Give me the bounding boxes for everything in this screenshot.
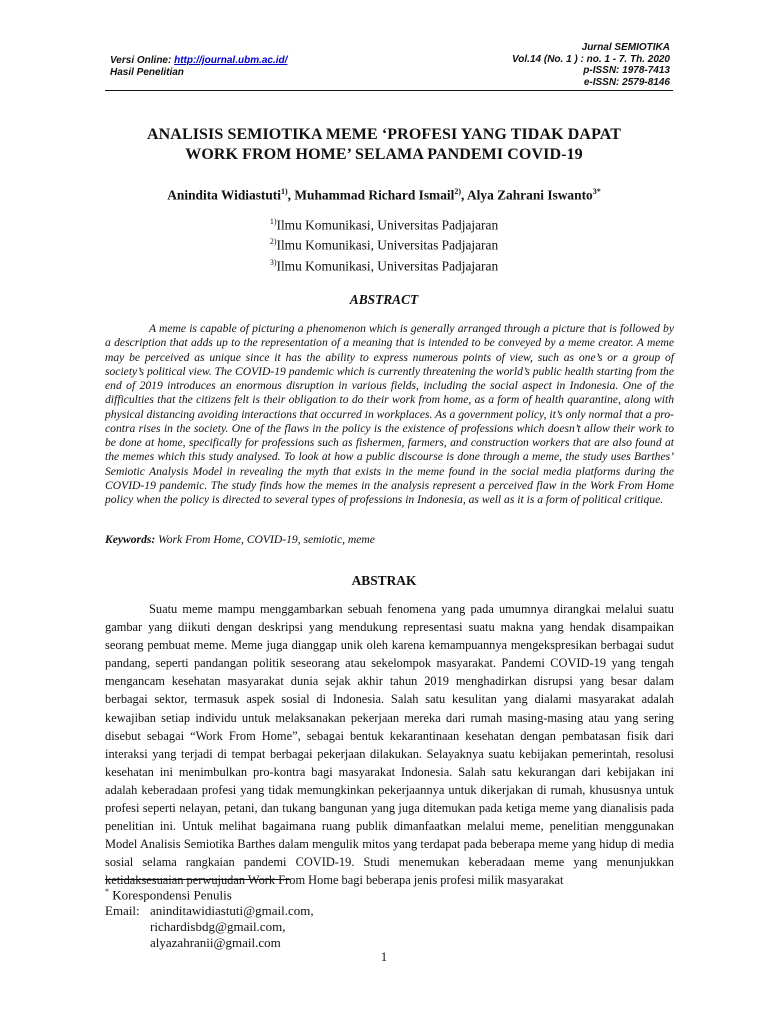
online-version — [110, 55, 287, 67]
affiliation — [90, 213, 678, 233]
header-right — [512, 42, 670, 88]
header-divider — [105, 90, 673, 91]
keywords-text: Work From Home, COVID-19, semiotic, meme — [155, 533, 375, 546]
section-label: Hasil Penelitian — [110, 67, 184, 78]
title-line-1: ANALISIS SEMIOTIKA MEME ‘PROFESI YANG TIDAK DAPAT — [146, 126, 621, 143]
correspondence-text: Korespondensi Penulis — [109, 887, 232, 903]
abstract-heading: ABSTRACT — [349, 292, 419, 307]
online-label: Versi Online: — [110, 55, 175, 66]
email-address: aninditawidiastuti@gmail.com, — [150, 903, 314, 919]
affiliation-text: Ilmu Komunikasi, Universitas Padjajaran — [276, 217, 499, 233]
correspondence-label — [105, 884, 314, 903]
keywords-label: Keywords: — [105, 533, 156, 546]
abstrak-text: Suatu meme mampu menggambarkan sebuah fenomena yang pada umumnya dirangkai melalui suatu gambar yang diikuti dengan deskripsi yang mendukung representasi suatu makna yang hendak disampaikan seorang pembuat meme. Meme juga dianggap unik oleh karena kemampuannya mengekspresikan berbagai sudut pandang, seperti pandangan politik seseorang atau sekelompok masyarakat. Pandemi COVID-19 yang tengah mengancam kesehatan masyarakat dunia sejak akhir tahun 2019 menghadirkan disrupsi yang besar dalam berbagai sektor, termasuk aspek sosial di Indonesia. Salah satu kesulitan yang dialami masyarakat adalah kewajiban setiap individu untuk melaksanakan pekerjaan mereka dari rumah masing-masing atau yang sering disebut sebagai “Work From Home”, sebagai bentuk kekarantinaan kesehatan dengan pembatasan fisik dari interaksi yang terjadi di tempat berbagai pekerjaan dilakukan. Selayaknya suatu kebijakan pemerintah, resolusi kesehatan ini menimbulkan pro-kontra bagi masyarakat Indonesia. Salah satu kekurangan dari kebijakan ini adalah keberadaan profesi yang tidak memungkinkan pekerjaannya untuk dikerjakan di rumah, khususnya untuk profesi seperti nelayan, petani, dan tukang bangunan yang juga ditemukan pada ketiga meme yang dianalisis pada penelitian ini. Untuk melihat bagaimana ruang publik dimanfaatkan melalui meme, penelitian menggunakan Model Analisis Semiotika Barthes dalam mengulik mitos yang terdapat pada beberapa meme yang hidup di media sosial selama rangkaian pandemi COVID-19. Studi menemukan keberadaan meme yang menunjukkan ketidaksesuaian perwujudan Work From Home bagi beberapa jenis profesi milik masyarakat — [105, 602, 674, 888]
email-address: richardisbdg@gmail.com, — [150, 918, 286, 934]
affiliation-text: Ilmu Komunikasi, Universitas Padjajaran — [276, 258, 499, 274]
footnote-mark: * — [105, 887, 109, 896]
p-issn: p-ISSN: 1978-7413 — [583, 65, 670, 76]
journal-url-link[interactable]: http://journal.ubm.ac.id/ — [174, 55, 288, 66]
email-line — [105, 903, 314, 919]
author-mark: 3* — [592, 187, 601, 196]
author-name: Muhammad Richard Ismail — [294, 187, 455, 203]
author-mark: 1) — [281, 187, 288, 196]
footnote-divider — [105, 879, 290, 880]
journal-name: Jurnal SEMIOTIKA — [581, 42, 670, 53]
journal-volume: Vol.14 (No. 1 ) : no. 1 - 7. Th. 2020 — [512, 53, 670, 65]
affiliation-mark: 1) — [269, 217, 277, 226]
page-number: 1 — [380, 950, 388, 964]
footnote — [105, 884, 314, 951]
author-name: Alya Zahrani Iswanto — [466, 187, 593, 203]
author-mark: 2) — [454, 187, 462, 196]
affiliation-text: Ilmu Komunikasi, Universitas Padjajaran — [276, 237, 499, 253]
email-label: Email: — [105, 903, 140, 919]
affiliation — [90, 254, 678, 274]
abstract-text: A meme is capable of picturing a phenomenon which is generally arranged through a picture that is followed by a description that adds up to the representation of a meaning that is intended to be conveyed by a meme creator. A meme may be perceived as unique since it has the ability to express numerous points of view, such as one’s or a group of society’s political view. The COVID-19 pandemic which is currently threatening the world’s public health starting from the end of 2019 introduces an enormous disruption in various fields, including the social aspect in Indonesia. One of the difficulties that the citizens felt is their obligation to do their work from home, as a form of health quarantine, along with physical distancing avoiding interactions that occurred in workplaces. As a government policy, it’s only normal that a pro-contra rises in the society. One of the flaws in the policy is the existence of professions which doesn’t allow their work to be done at home, specifically for professions such as fishermen, farmers, and construction workers that are also found at the memes which this study analysed. To look at how a public discourse is done through a meme, the study uses Barthes’ Semiotic Analysis Model in revealing the myth that exists in the meme found in the social media platforms during the COVID-19 pandemic. The study finds how the memes in the analysis represent a perceived flaw in the Work From Home policy when the policy is directed to several types of professions in Indonesia, as well as it is a form of political critique. — [105, 322, 674, 506]
title-line-2: WORK FROM HOME’ SELAMA PANDEMI COVID-19 — [185, 146, 583, 163]
header-left — [110, 55, 287, 79]
author-list: Anindita Widiastuti$^{1)}$, Muhammad Richard Ismail$^{2)}$, Alya Zahrani Iswanto$^{3*}$ — [167, 187, 601, 203]
affiliation-list — [90, 213, 678, 274]
email-address: alyazahranii@gmail.com — [150, 934, 281, 950]
affiliation-mark: 2) — [269, 237, 277, 247]
author-name: Anindita Widiastuti — [167, 187, 281, 203]
keywords — [105, 533, 674, 547]
affiliation-mark: 3) — [269, 257, 277, 267]
paper-title — [90, 125, 678, 165]
affiliation — [90, 233, 678, 253]
abstrak-heading: ABSTRAK — [351, 573, 417, 588]
e-issn: e-ISSN: 2579-8146 — [583, 76, 670, 88]
